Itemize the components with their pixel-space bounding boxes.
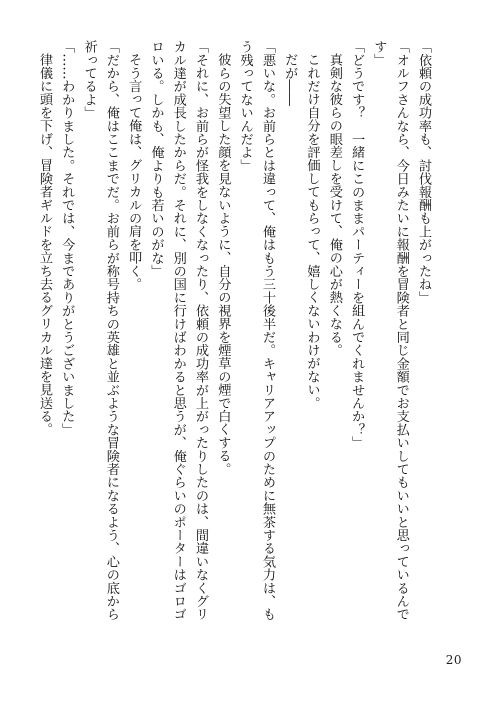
text-line: そう言って俺は、グリカルの肩を叩く。 (126, 53, 142, 291)
text-line: 「どうです？ 一緒にこのままパーティーを組んでくれませんか？」 (349, 40, 365, 450)
text-line: 真剣な彼らの眼差しを受けて、俺の心が熱くなる。 (326, 53, 342, 357)
text-line: 「悪いな。お前らとは違って、俺はもう三十後半だ。キャリアアップのために無茶する気力は、も (259, 40, 275, 621)
text-line: カル達が成長したからだ。それに、別の国に行けばわかると思うが、俺ぐらいのポーターはゴロゴ (170, 40, 186, 621)
text-line: 祈ってるよ」 (81, 40, 97, 120)
text-line: 律儀に頭を下げ、冒険者ギルドを立ち去るグリカル達を見送る。 (36, 53, 52, 436)
text-line: 「依頼の成功率も、討伐報酬も上がったね」 (416, 40, 431, 304)
text-line: これだけ自分を評価してもらって、嬉しくないわけがない。 (304, 53, 320, 410)
text-line: 彼らの失望した顔を見ないように、自分の視界を煙草の煙で白くする。 (215, 53, 231, 476)
page-number: 20 (445, 653, 462, 667)
vertical-text-body (33, 40, 434, 650)
text-line: う残ってないんだよ」 (237, 40, 253, 172)
text-line: 「……わかりました。それでは、今までありがとうございました」 (59, 40, 75, 436)
text-line: す」 (371, 40, 387, 67)
text-line: ロいる。しかも、俺よりも若いのがな」 (148, 40, 164, 278)
text-line: だが―― (282, 53, 298, 106)
text-line: 「だから、俺はここまでだ。お前らが称号持ちの英雄と並ぶような冒険者になるよう、心の底から (103, 40, 119, 621)
text-line: 「それに、お前らが怪我をしなくなったり、依頼の成功率が上がったりしたのは、間違いなくグリ (193, 40, 209, 621)
text-line: 「オルフさんなら、今日みたいに報酬を冒険者と同じ金額でお支払いしてもいいと思っているんで (393, 40, 409, 621)
